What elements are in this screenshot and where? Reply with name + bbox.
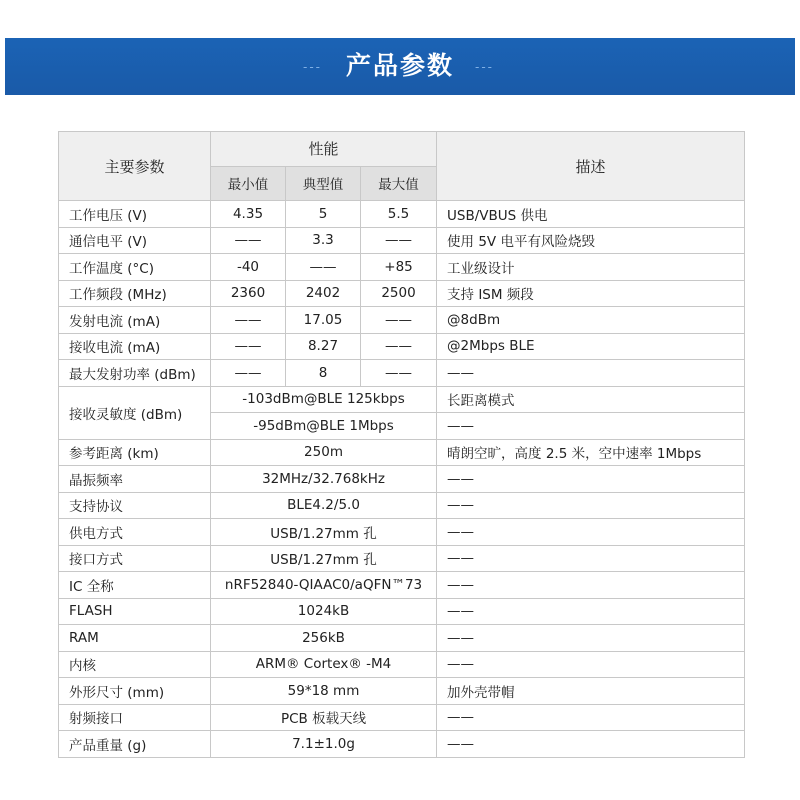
- description: ——: [437, 466, 745, 493]
- spec-table: [58, 131, 745, 758]
- description: 晴朗空旷，高度 2.5 米，空中速率 1Mbps: [437, 439, 745, 466]
- typ-value: ——: [286, 254, 361, 281]
- description: USB/VBUS 供电: [437, 201, 745, 228]
- table-row: [59, 254, 745, 281]
- min-value: -40: [211, 254, 286, 281]
- param-name: 发射电流 (mA): [59, 307, 211, 334]
- description: ——: [437, 625, 745, 652]
- header-description: 描述: [437, 132, 745, 201]
- description: ——: [437, 492, 745, 519]
- param-name: FLASH: [59, 598, 211, 625]
- table-row: [59, 704, 745, 731]
- table-row: [59, 439, 745, 466]
- description: ——: [437, 413, 745, 440]
- param-name: 接口方式: [59, 545, 211, 572]
- typ-value: 5: [286, 201, 361, 228]
- table-row: [59, 731, 745, 758]
- table-row: [59, 360, 745, 387]
- min-value: ——: [211, 227, 286, 254]
- max-value: ——: [361, 227, 437, 254]
- header-performance: 性能: [211, 132, 437, 167]
- table-row: [59, 280, 745, 307]
- max-value: 2500: [361, 280, 437, 307]
- banner-title: 产品参数: [345, 51, 454, 80]
- param-name: IC 全称: [59, 572, 211, 599]
- description: 使用 5V 电平有风险烧毁: [437, 227, 745, 254]
- table-row: [59, 598, 745, 625]
- table-row: [59, 545, 745, 572]
- description: 支持 ISM 频段: [437, 280, 745, 307]
- description: ——: [437, 545, 745, 572]
- table-row: [59, 678, 745, 705]
- table-row: [59, 201, 745, 228]
- param-name: RAM: [59, 625, 211, 652]
- table-row: [59, 227, 745, 254]
- value: BLE4.2/5.0: [211, 492, 437, 519]
- value: ARM® Cortex® -M4: [211, 651, 437, 678]
- min-value: 2360: [211, 280, 286, 307]
- table-row: [59, 386, 745, 413]
- param-name: 接收电流 (mA): [59, 333, 211, 360]
- typ-value: 2402: [286, 280, 361, 307]
- value: 250m: [211, 439, 437, 466]
- min-value: ——: [211, 333, 286, 360]
- param-name: 工作温度 (°C): [59, 254, 211, 281]
- min-value: ——: [211, 360, 286, 387]
- table-row: [59, 466, 745, 493]
- chevron-down-icon: [402, 118, 412, 124]
- max-value: ——: [361, 333, 437, 360]
- param-name: 供电方式: [59, 519, 211, 546]
- description: @8dBm: [437, 307, 745, 334]
- param-name: 参考距离 (km): [59, 439, 211, 466]
- param-name: 晶振频率: [59, 466, 211, 493]
- header-typ: 典型值: [286, 166, 361, 201]
- description: ——: [437, 598, 745, 625]
- param-name: 最大发射功率 (dBm): [59, 360, 211, 387]
- value: PCB 板载天线: [211, 704, 437, 731]
- param-name: 工作频段 (MHz): [59, 280, 211, 307]
- max-value: +85: [361, 254, 437, 281]
- banner-dash-left: ---: [303, 60, 322, 74]
- description: ——: [437, 360, 745, 387]
- max-value: ——: [361, 307, 437, 334]
- typ-value: 8: [286, 360, 361, 387]
- max-value: ——: [361, 360, 437, 387]
- table-row: [59, 519, 745, 546]
- header-max: 最大值: [361, 166, 437, 201]
- value: -95dBm@BLE 1Mbps: [211, 413, 437, 440]
- param-name: 支持协议: [59, 492, 211, 519]
- table-row: [59, 333, 745, 360]
- description: 加外壳带帽: [437, 678, 745, 705]
- value: 32MHz/32.768kHz: [211, 466, 437, 493]
- value: 256kB: [211, 625, 437, 652]
- header-param: 主要参数: [59, 132, 211, 201]
- value: USB/1.27mm 孔: [211, 545, 437, 572]
- value: 7.1±1.0g: [211, 731, 437, 758]
- table-row: [59, 307, 745, 334]
- description: ——: [437, 704, 745, 731]
- typ-value: 3.3: [286, 227, 361, 254]
- param-name: 工作电压 (V): [59, 201, 211, 228]
- value: -103dBm@BLE 125kbps: [211, 386, 437, 413]
- description: 工业级设计: [437, 254, 745, 281]
- value: nRF52840-QIAAC0/aQFN™73: [211, 572, 437, 599]
- param-name: 外形尺寸 (mm): [59, 678, 211, 705]
- table-row: [59, 572, 745, 599]
- param-name: 射频接口: [59, 704, 211, 731]
- param-name: 产品重量 (g): [59, 731, 211, 758]
- description: ——: [437, 519, 745, 546]
- banner-dash-right: ---: [475, 60, 494, 74]
- table-row: [59, 625, 745, 652]
- description: 长距离模式: [437, 386, 745, 413]
- description: ——: [437, 651, 745, 678]
- param-name: 通信电平 (V): [59, 227, 211, 254]
- description: ——: [437, 731, 745, 758]
- param-name: 接收灵敏度 (dBm): [59, 386, 211, 439]
- min-value: ——: [211, 307, 286, 334]
- table-row: [59, 651, 745, 678]
- typ-value: 8.27: [286, 333, 361, 360]
- description: ——: [437, 572, 745, 599]
- value: 1024kB: [211, 598, 437, 625]
- typ-value: 17.05: [286, 307, 361, 334]
- value: 59*18 mm: [211, 678, 437, 705]
- max-value: 5.5: [361, 201, 437, 228]
- section-banner: [5, 38, 795, 95]
- header-min: 最小值: [211, 166, 286, 201]
- description: @2Mbps BLE: [437, 333, 745, 360]
- param-name: 内核: [59, 651, 211, 678]
- min-value: 4.35: [211, 201, 286, 228]
- value: USB/1.27mm 孔: [211, 519, 437, 546]
- table-row: [59, 492, 745, 519]
